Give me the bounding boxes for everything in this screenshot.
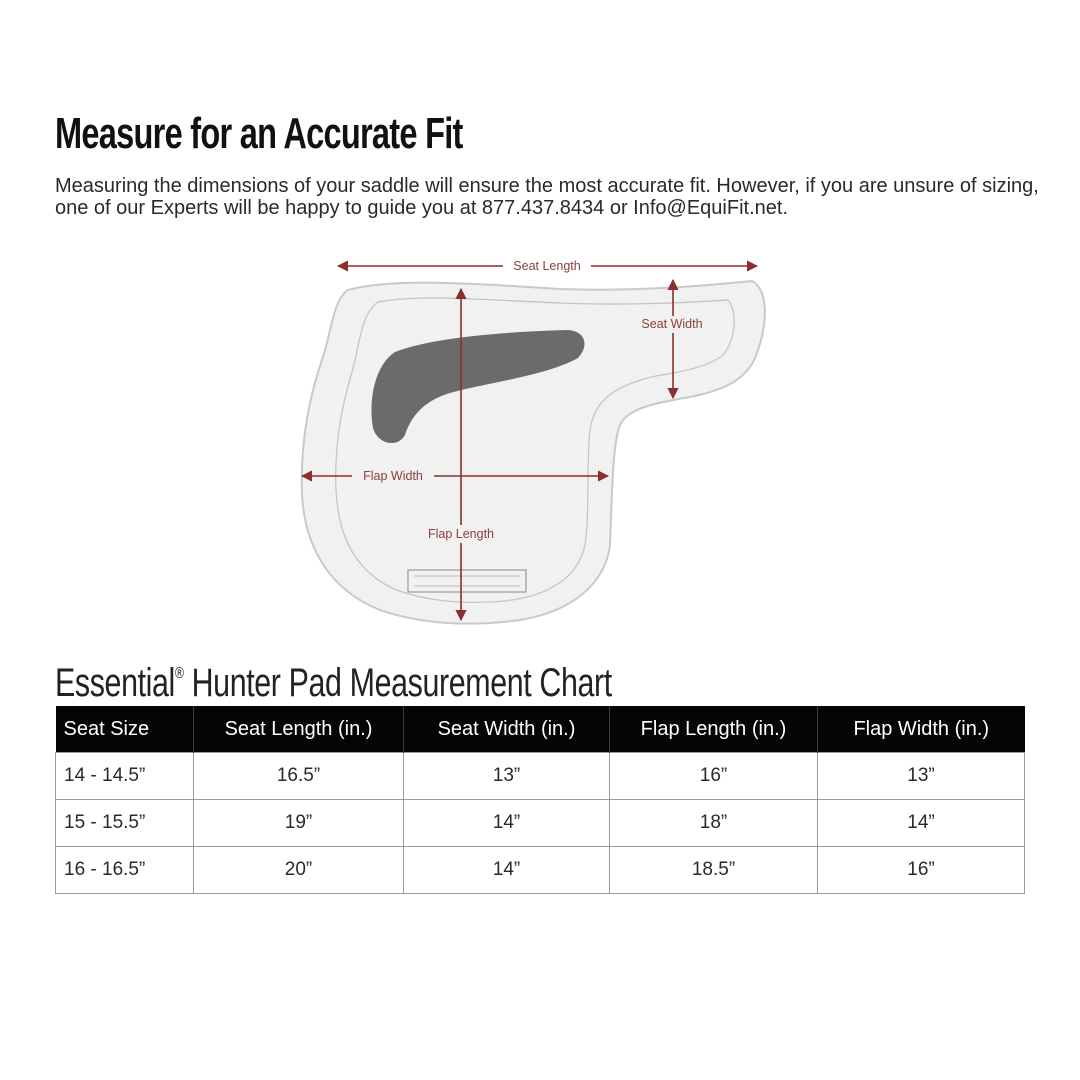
cell-seat-size: 14 - 14.5”: [56, 753, 194, 800]
page-title: Measure for an Accurate Fit: [55, 109, 463, 158]
chart-title: [55, 650, 612, 707]
table-header-row: [56, 706, 1025, 753]
flap-length-label: Flap Length: [427, 527, 495, 541]
cell-flap-width: 14”: [818, 800, 1025, 847]
table-row: [56, 753, 1025, 800]
cell-seat-width: 13”: [404, 753, 610, 800]
cell-seat-size: 16 - 16.5”: [56, 847, 194, 894]
cell-flap-width: 13”: [818, 753, 1025, 800]
chart-title-rest: Hunter Pad Measurement Chart: [183, 661, 612, 705]
registered-mark: ®: [174, 665, 184, 682]
measurement-table: [55, 706, 1025, 894]
cell-seat-length: 20”: [194, 847, 404, 894]
chart-title-main: Essential: [55, 661, 175, 705]
cell-flap-width: 16”: [818, 847, 1025, 894]
cell-seat-size: 15 - 15.5”: [56, 800, 194, 847]
cell-flap-length: 18.5”: [610, 847, 818, 894]
seat-length-label: Seat Length: [513, 259, 581, 273]
cell-seat-width: 14”: [404, 800, 610, 847]
cell-seat-width: 14”: [404, 847, 610, 894]
cell-seat-length: 19”: [194, 800, 404, 847]
table-row: [56, 800, 1025, 847]
seat-width-label: Seat Width: [641, 317, 703, 331]
cell-seat-length: 16.5”: [194, 753, 404, 800]
header-flap-width: Flap Width (in.): [818, 706, 1025, 753]
cell-flap-length: 18”: [610, 800, 818, 847]
cell-flap-length: 16”: [610, 753, 818, 800]
header-flap-length: Flap Length (in.): [610, 706, 818, 753]
table-row: [56, 847, 1025, 894]
intro-paragraph: Measuring the dimensions of your saddle will ensure the most accurate fit. However, if you are unsure of sizing, one of our Experts will be happy to guide you at 877.437.8434 or Info@EquiFit.net.: [55, 175, 1039, 219]
header-seat-width: Seat Width (in.): [404, 706, 610, 753]
flap-width-label: Flap Width: [363, 469, 423, 483]
header-seat-size: Seat Size: [56, 706, 194, 753]
header-seat-length: Seat Length (in.): [194, 706, 404, 753]
